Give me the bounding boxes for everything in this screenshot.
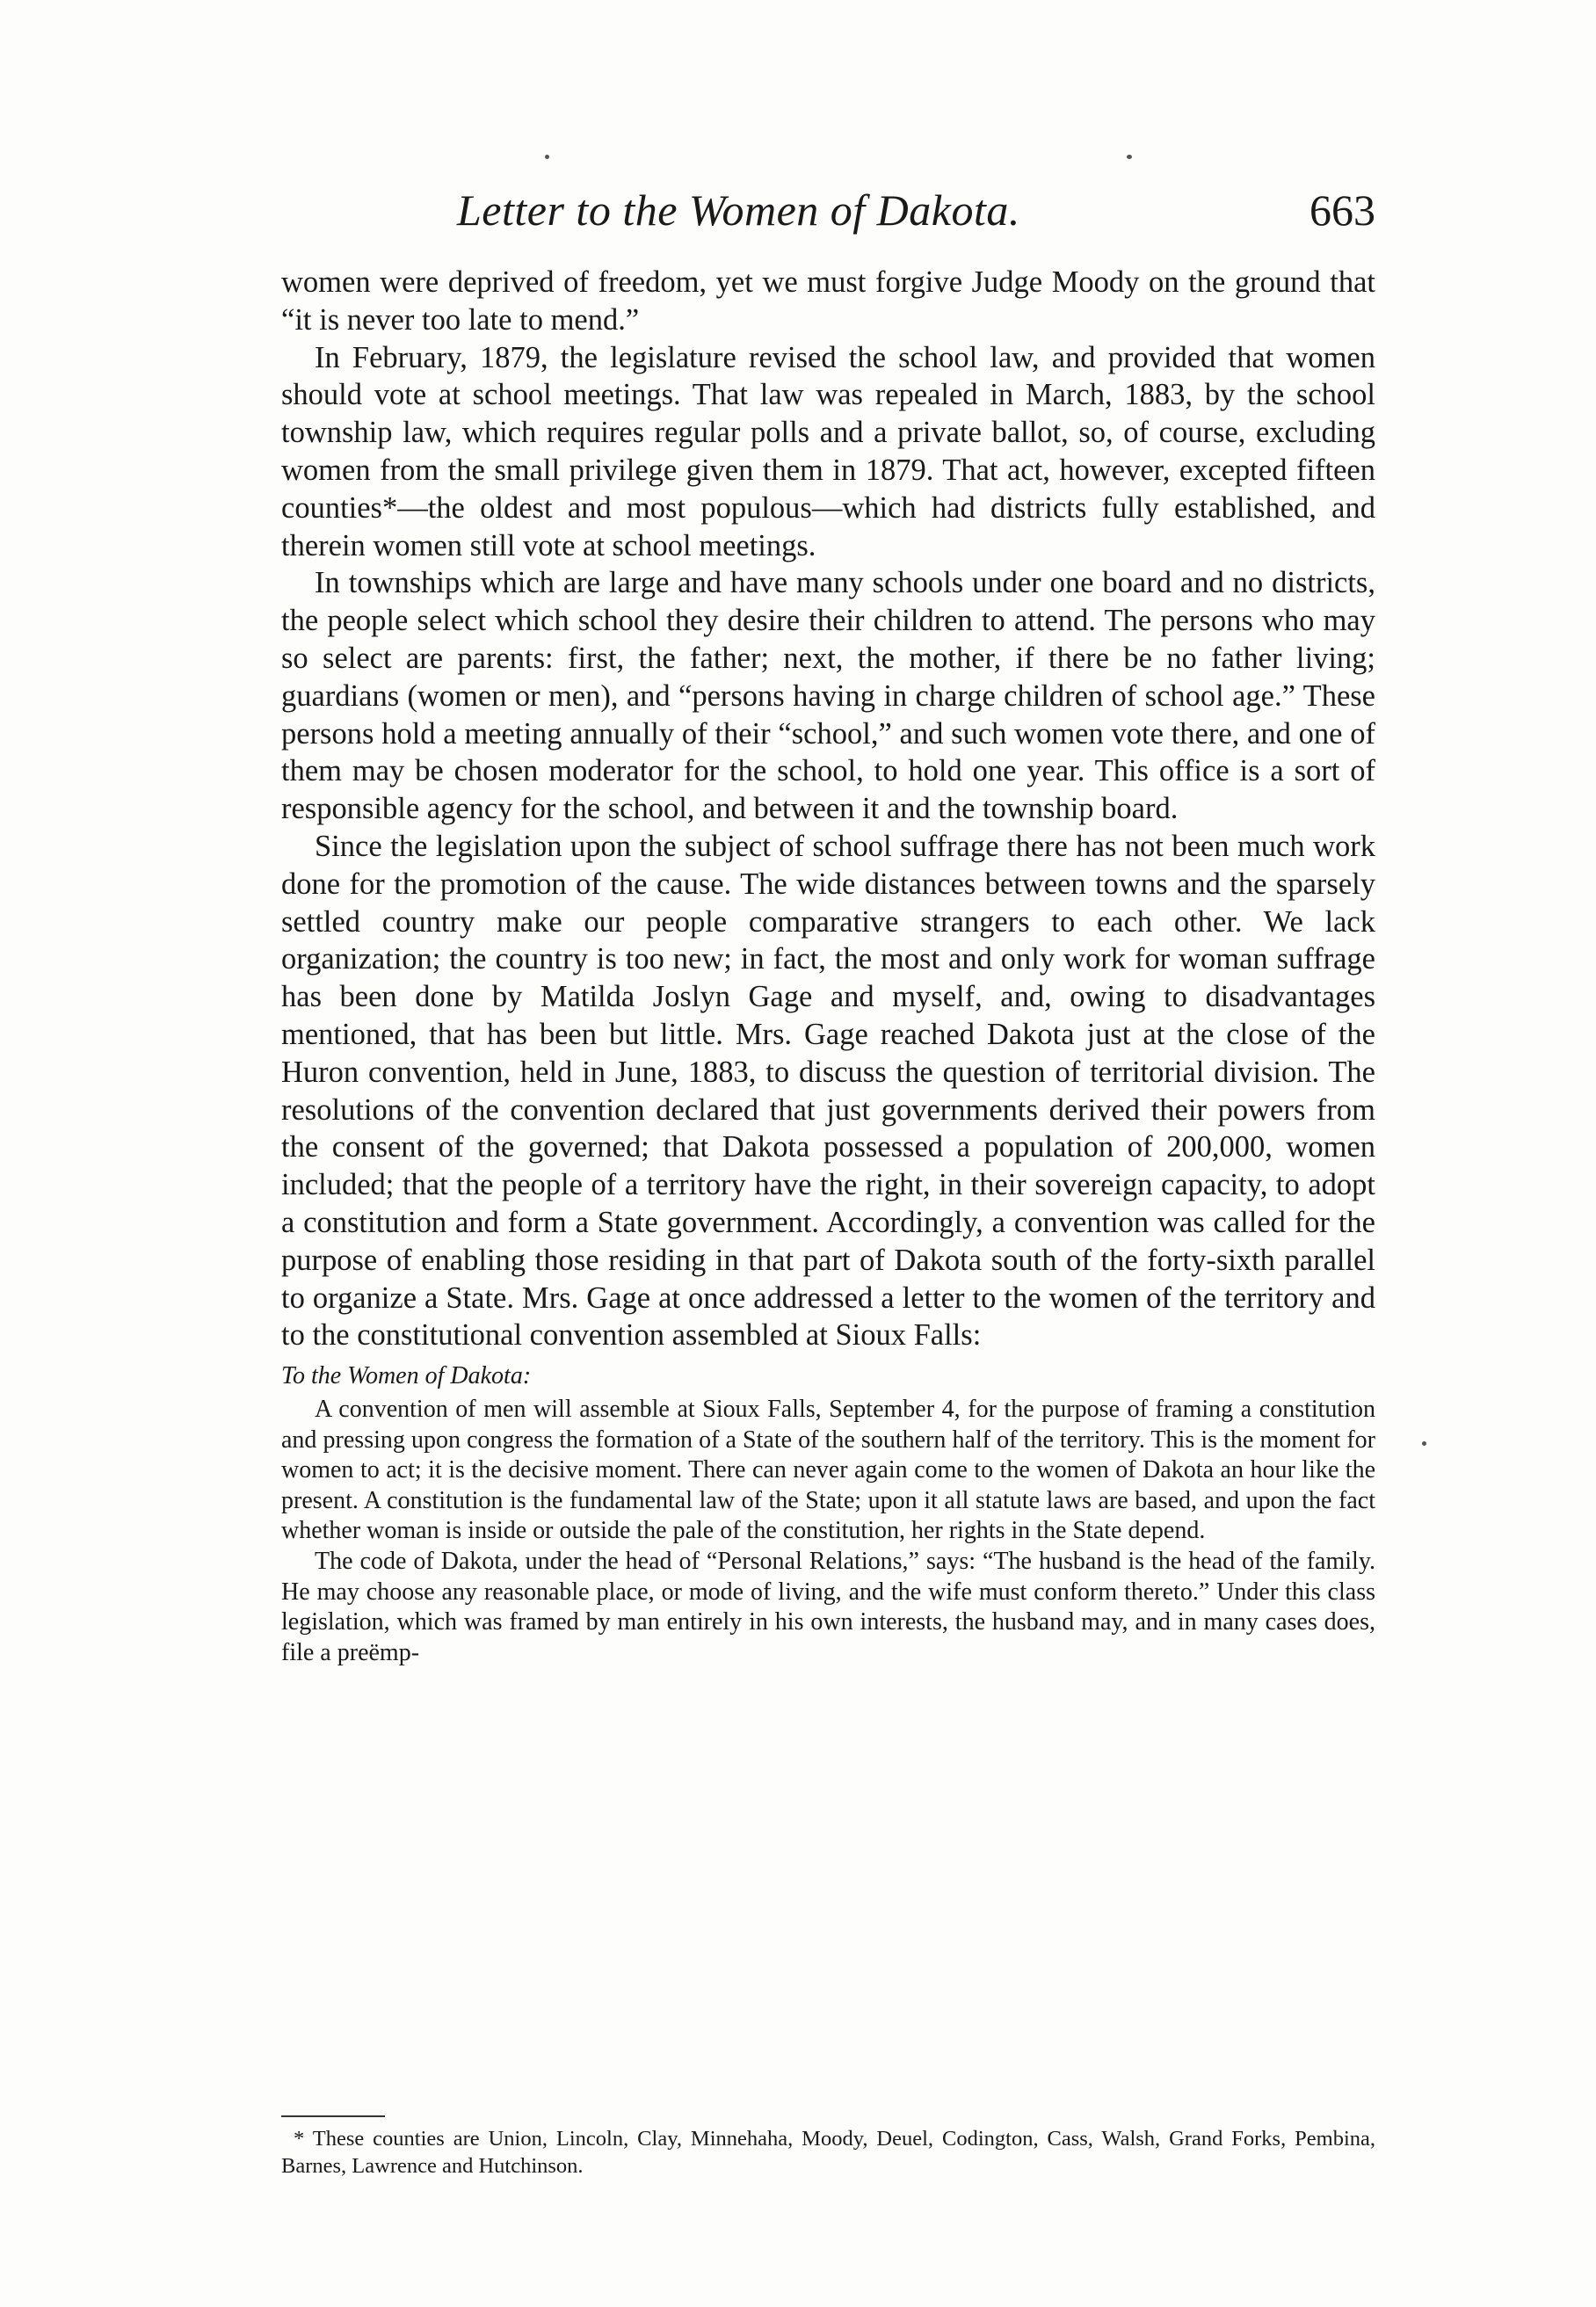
running-title: Letter to the Women of Dakota. xyxy=(457,185,1020,235)
scan-speck xyxy=(545,155,549,159)
paragraph: Since the legislation upon the subject of school suffrage there has not been much work done for the promotion of the cause. The wide distances between towns and the sparsely settled country make our people comparative strangers to each other. We lack organization; the country is too new; in fact, the most and only work for woman suffrage has been done by Matilda Joslyn Gage and myself, and, owing to disadvantages mentioned, that has been but little. Mrs. Gage reached Dakota just at the close of the Huron convention, held in June, 1883, to discuss the question of territorial division. The resolutions of the convention declared that just governments derived their powers from the consent of the governed; that Dakota possessed a population of 200,000, women included; that the people of a territory have the right, in their sovereign capacity, to adopt a constitution and form a State government. Accordingly, a convention was called for the purpose of enabling those residing in that part of Dakota south of the forty-sixth parallel to organize a State. Mrs. Gage at once addressed a letter to the women of the territory and to the constitutional convention assembled at Sioux Falls: xyxy=(281,829,1375,1353)
main-text xyxy=(281,264,1375,1668)
quoted-letter xyxy=(281,1360,1375,1668)
letter-paragraph: The code of Dakota, under the head of “Personal Relations,” says: “The husband is the head of the family. He may choose any reasonable place, or mode of living, and the wife must conform thereto.” Under this class legislation, which was framed by man entirely in his own interests, the husband may, and in many cases does, file a preëmp- xyxy=(281,1548,1375,1666)
paragraph: In February, 1879, the legislature revised the school law, and provided that women should vote at school meetings. That law was repealed in March, 1883, by the school township law, which requires regular polls and a private ballot, so, of course, excluding women from the small privilege given them in 1879. That act, however, excepted fifteen counties*—the oldest and most populous—which had districts fully established, and therein women still vote at school meetings. xyxy=(281,340,1375,562)
page-number: 663 xyxy=(1309,185,1375,235)
page-header xyxy=(281,185,1375,246)
scan-speck xyxy=(1127,155,1132,159)
paragraph: women were deprived of freedom, yet we must forgive Judge Moody on the ground that “it is never too late to mend.” xyxy=(281,265,1375,337)
footnote: * These counties are Union, Lincoln, Clay, Minnehaha, Moody, Deuel, Codington, Cass, Walsh, Grand Forks, Pembina, Barnes, Lawrence and Hutchinson. xyxy=(281,2127,1375,2178)
paragraph: In townships which are large and have many schools under one board and no districts, the people select which school they desire their children to attend. The persons who may so select are parents: first, the father; next, the mother, if there be no father living; guardians (women or men), and “persons having in charge children of school age.” These persons hold a meeting annually of their “school,” and such women vote there, and one of them may be chosen moderator for the school, to hold one year. This office is a sort of responsible agency for the school, and between it and the township board. xyxy=(281,566,1375,826)
letter-paragraph: A convention of men will assemble at Sioux Falls, September 4, for the purpose of framing a constitution and pressing upon congress the formation of a State of the southern half of the territory. This is the moment for women to act; it is the decisive moment. There can never again come to the women of Dakota an hour like the present. A constitution is the fundamental law of the State; upon it all statute laws are based, and upon the fact whether woman is inside or outside the pale of the constitution, her rights in the State depend. xyxy=(281,1396,1375,1545)
letter-salutation: To the Women of Dakota: xyxy=(281,1362,532,1390)
footnote-divider xyxy=(281,2115,385,2117)
scan-speck xyxy=(1422,1441,1426,1446)
